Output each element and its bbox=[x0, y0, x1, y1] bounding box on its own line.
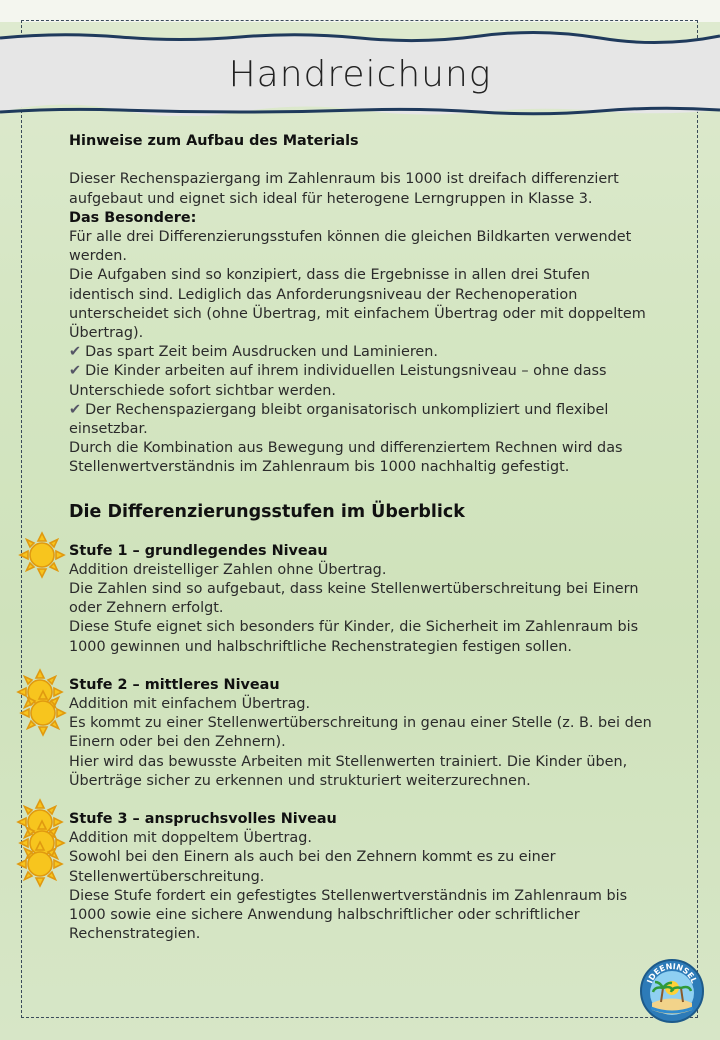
check-icon: ✔ bbox=[69, 344, 82, 361]
level-line: Addition dreistelliger Zahlen ohne Übertrag. bbox=[69, 561, 387, 578]
level-line: Es kommt zu einer Stellenwertüberschreitung in genau einer Stelle (z. B. bei den Einern oder bei den Zehnern). bbox=[69, 715, 652, 751]
intro-paragraph-1: Dieser Rechenspaziergang im Zahlenraum bis 1000 ist dreifach differenziert aufgebaut und eignet sich ideal für heterogene Lerngruppen in Klasse 3. bbox=[69, 171, 619, 207]
check-item-text: Die Kinder arbeiten auf ihrem individuellen Leistungsniveau – ohne dass Unterschiede sofort sichtbar werden. bbox=[69, 363, 607, 399]
intro-heading: Hinweise zum Aufbau des Materials bbox=[69, 133, 359, 149]
check-item bbox=[69, 343, 659, 362]
page-title: Handreichung bbox=[228, 54, 492, 95]
main-content bbox=[69, 132, 659, 945]
intro-paragraph-4: Durch die Kombination aus Bewegung und differenziertem Rechnen wird das Stellenwertverständnis im Zahlenraum bis 1000 nachhaltig gefestigt. bbox=[69, 440, 623, 476]
level-line: Diese Stufe fordert ein gefestigtes Stellenwertverständnis im Zahlenraum bis 1000 sowie eine sichere Anwendung halbschriftlicher oder schriftlicher Rechenstrategien. bbox=[69, 887, 628, 943]
level-line: Addition mit einfachem Übertrag. bbox=[69, 696, 311, 713]
level-title: Stufe 2 – mittleres Niveau bbox=[69, 676, 280, 693]
check-icon: ✔ bbox=[69, 363, 82, 380]
level-line: Diese Stufe eignet sich besonders für Kinder, die Sicherheit im Zahlenraum bis 1000 gewinnen und halbschriftliche Rechenstrategien festigen sollen. bbox=[69, 619, 639, 655]
level-block bbox=[69, 676, 659, 791]
intro-paragraph-3: Die Aufgaben sind so konzipiert, dass die Ergebnisse in allen drei Stufen identisch sind. Lediglich das Anforderungsniveau der Rechenoperation unterscheidet sich (ohne Übertrag, mit einfachem Übertrag oder mit doppeltem Übertrag). bbox=[69, 267, 646, 342]
check-item-text: Das spart Zeit beim Ausdrucken und Laminieren. bbox=[85, 344, 438, 361]
level-line: Hier wird das bewusste Arbeiten mit Stellenwerten trainiert. Die Kinder üben, Überträge sicher zu erkennen und strukturiert weiterzurechnen. bbox=[69, 753, 628, 789]
check-item-text: Der Rechenspaziergang bleibt organisatorisch unkompliziert und flexibel einsetzbar. bbox=[69, 401, 609, 438]
special-heading: Das Besondere: bbox=[69, 209, 197, 226]
ideeninsel-logo bbox=[639, 958, 705, 1024]
level-line: Sowohl bei den Einern als auch bei den Zehnern kommt es zu einer Stellenwertüberschreitung. bbox=[69, 849, 556, 885]
overview-heading: Die Differenzierungsstufen im Überblick bbox=[69, 501, 465, 522]
level-line: Addition mit doppeltem Übertrag. bbox=[69, 830, 312, 847]
level-title: Stufe 1 – grundlegendes Niveau bbox=[69, 542, 328, 559]
top-strip bbox=[0, 0, 720, 22]
check-item bbox=[69, 362, 659, 400]
level-block bbox=[69, 542, 659, 657]
level-title: Stufe 3 – anspruchsvolles Niveau bbox=[69, 811, 337, 828]
logo-text: IDEENINSEL bbox=[645, 961, 699, 985]
level-line: Die Zahlen sind so aufgebaut, dass keine Stellenwertüberschreitung bei Einern oder Zehnern erfolgt. bbox=[69, 581, 639, 617]
check-item bbox=[69, 401, 659, 439]
level-block bbox=[69, 810, 659, 944]
intro-paragraph-2: Für alle drei Differenzierungsstufen können die gleichen Bildkarten verwendet werden. bbox=[69, 229, 632, 265]
check-icon: ✔ bbox=[69, 401, 82, 418]
